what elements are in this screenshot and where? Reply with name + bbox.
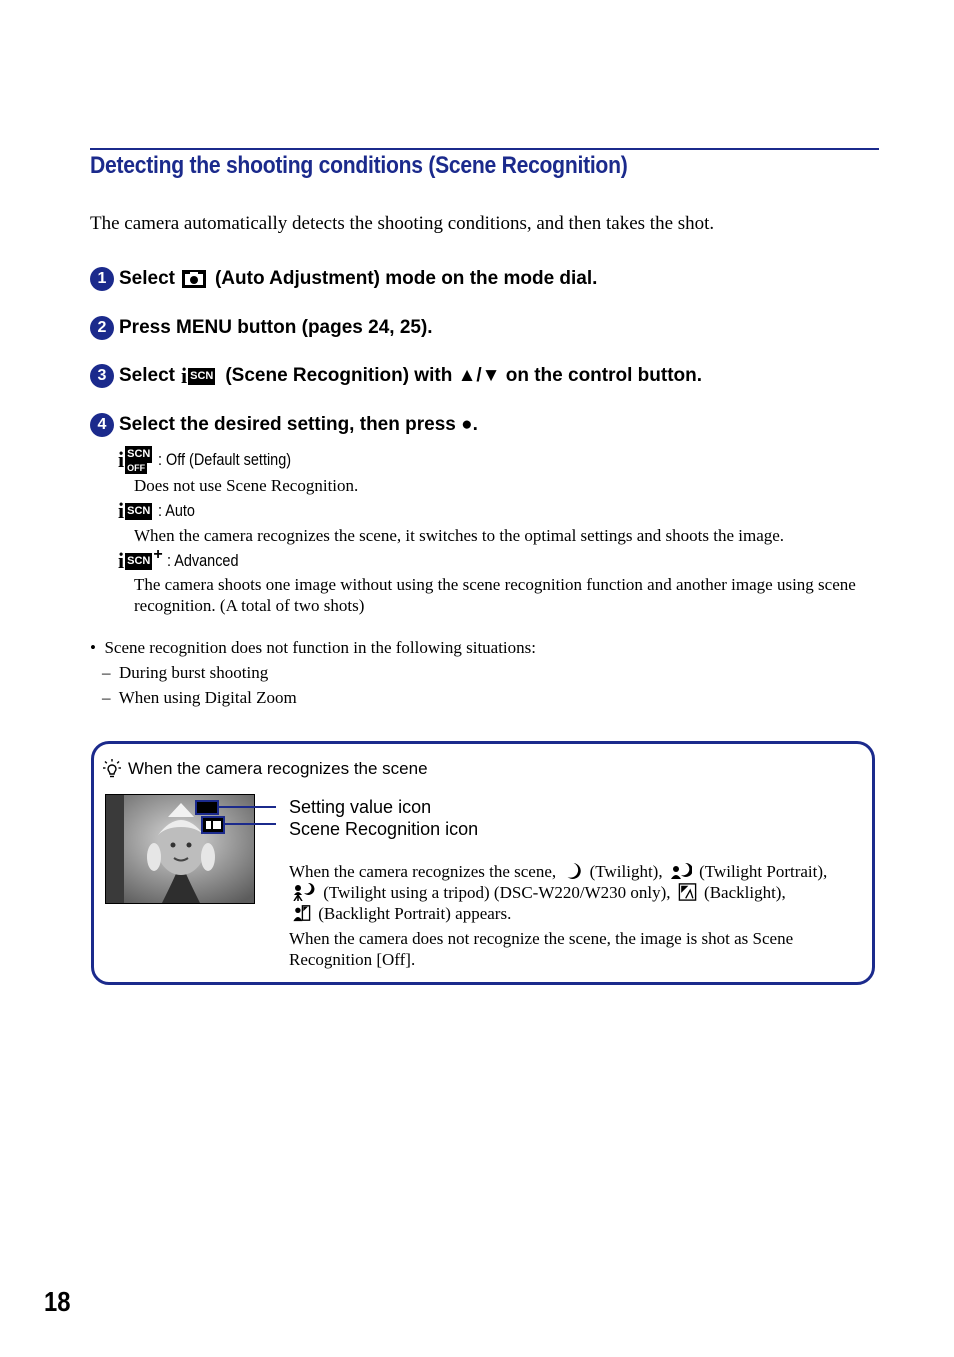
- note-subitem: – During burst shooting: [102, 663, 269, 682]
- option-description: The camera shoots one image without using the scene recognition function and another image using scene recognition. (A total of two shots): [134, 575, 856, 615]
- step-text: Select the desired setting, then press ●.: [119, 414, 478, 435]
- option-description: When the camera recognizes the scene, it switches to the optimal settings and shoots the image.: [134, 526, 785, 545]
- note-subitem: – When using Digital Zoom: [102, 688, 297, 707]
- tip-paragraph-1: When the camera recognizes the scene, (Twilight), (Twilight Portrait), (Twilight using a tripod) (DSC-W220/W230 only), (Backlight), (Backlight Portrait) appears.: [289, 862, 828, 923]
- twilight-tripod-icon: [292, 883, 316, 901]
- callout-setting-value: Setting value icon: [289, 797, 432, 817]
- backlight-icon: [678, 883, 697, 901]
- step-text-post: (Scene Recognition) with ▲/▼ on the control button.: [225, 365, 703, 386]
- backlight-portrait-icon: [292, 904, 311, 922]
- step-number: 1: [90, 267, 114, 291]
- option-label: : Advanced: [166, 551, 239, 570]
- step-text-pre: Select: [119, 365, 175, 386]
- tip-paragraph-2: When the camera does not recognize the scene, the image is shot as Scene Recognition [Off].: [289, 929, 794, 969]
- tip-header: When the camera recognizes the scene: [101, 758, 428, 780]
- step-text: Press MENU button (pages 24, 25).: [119, 317, 433, 338]
- step-text-post: (Auto Adjustment) mode on the mode dial.: [214, 268, 598, 289]
- twilight-portrait-icon: [670, 862, 692, 880]
- intro-text: The camera automatically detects the shooting conditions, and then takes the shot.: [90, 213, 715, 234]
- step-number: 3: [90, 364, 114, 388]
- option-description: Does not use Scene Recognition.: [134, 476, 359, 495]
- callout-scene-recognition: Scene Recognition icon: [289, 819, 479, 839]
- scene-recognition-icon: i SCN: [180, 363, 214, 388]
- section-title: Detecting the shooting conditions (Scene Recognition): [90, 152, 628, 179]
- scene-advanced-icon: i SCN +: [118, 546, 163, 573]
- option-label: : Off (Default setting): [158, 450, 292, 469]
- note-bullet: • Scene recognition does not function in the following situations:: [90, 638, 536, 657]
- step-text-pre: Select: [119, 268, 175, 289]
- option-label: : Auto: [158, 501, 196, 520]
- step-number: 2: [90, 316, 114, 340]
- twilight-icon: [563, 862, 582, 880]
- step-number: 4: [90, 413, 114, 437]
- scene-auto-icon: i SCN: [118, 498, 151, 523]
- page-number: 18: [44, 1286, 71, 1317]
- scene-off-icon: i SCN OFF: [118, 447, 151, 473]
